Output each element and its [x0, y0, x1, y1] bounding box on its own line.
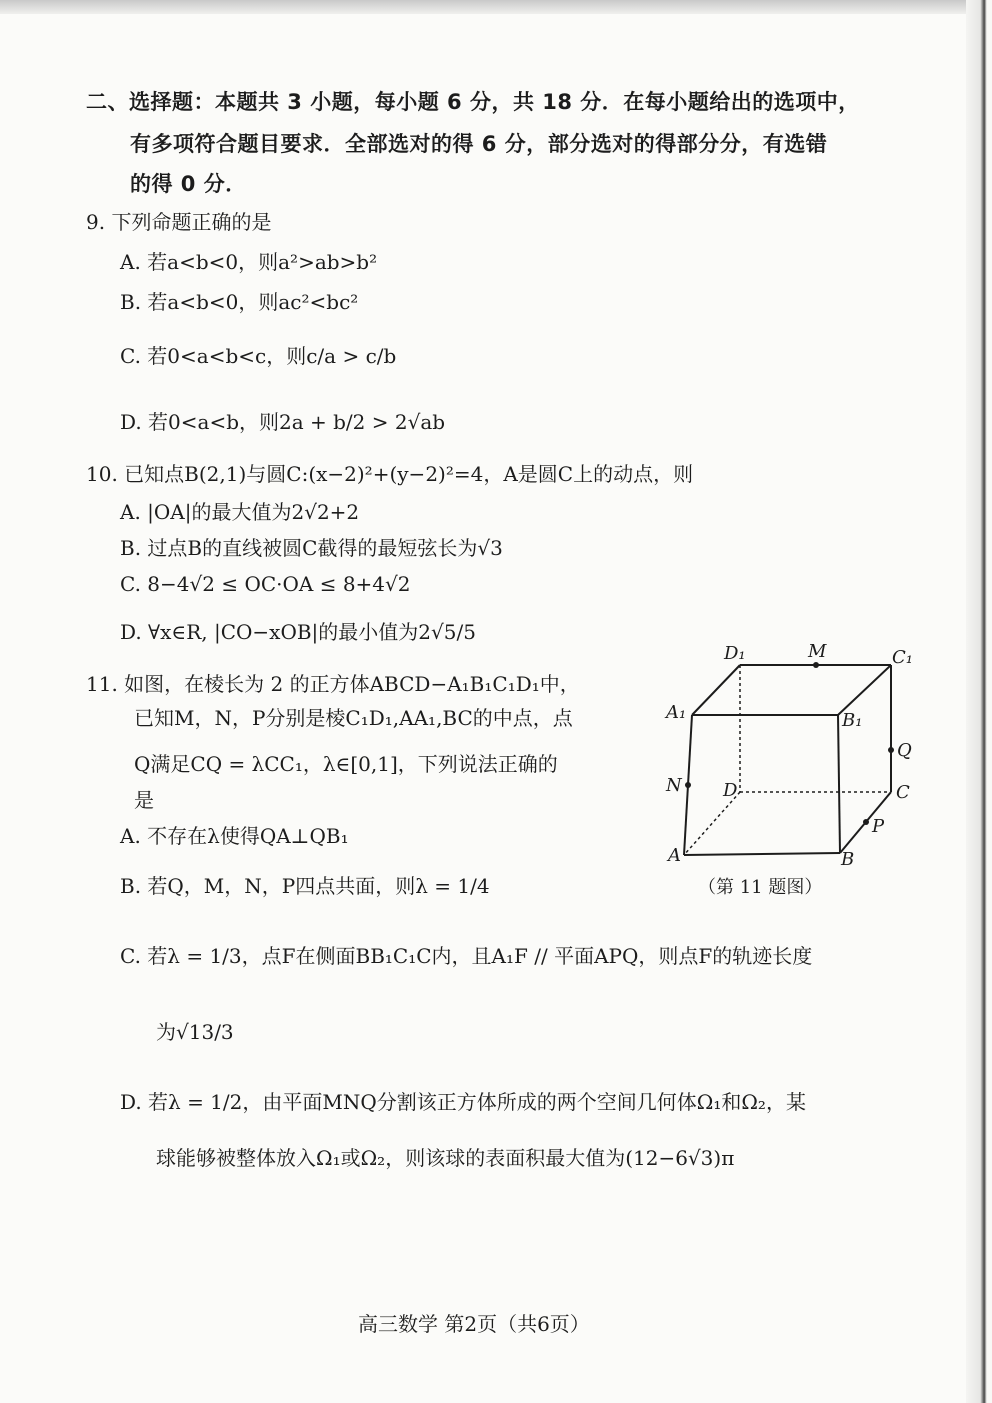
q10-stem: 10. 已知点B(2,1)与圆C:(x−2)²+(y−2)²=4，A是圆C上的动点，则 — [86, 462, 694, 486]
q11-option-a: A. 不存在λ使得QA⊥QB₁ — [120, 824, 349, 848]
label-m: M — [808, 641, 827, 662]
label-d1: D₁ — [724, 643, 746, 664]
q10-option-b: B. 过点B的直线被圆C截得的最短弦长为√3 — [120, 536, 503, 560]
label-c: C — [896, 782, 910, 803]
label-d: D — [723, 780, 738, 801]
edge-b1-b — [838, 715, 840, 853]
point-n — [685, 782, 691, 788]
point-q — [888, 747, 894, 753]
section-heading-line-2: 有多项符合题目要求．全部选对的得 6 分，部分选对的得部分分，有选错 — [130, 132, 828, 156]
q9-option-c: C. 若0<a<b<c，则c/a > c/b — [120, 344, 397, 368]
q9-option-d: D. 若0<a<b，则2a + b/2 > 2√ab — [120, 410, 446, 434]
q11-option-c-line-2: 为√13/3 — [156, 1020, 234, 1044]
label-n: N — [666, 775, 682, 796]
label-p: P — [872, 816, 885, 837]
q9-option-b: B. 若a<b<0，则ac²<bc² — [120, 290, 359, 314]
q9-option-a: A. 若a<b<0，则a²>ab>b² — [120, 250, 378, 274]
q10-option-a: A. |OA|的最大值为2√2+2 — [120, 500, 360, 524]
q9-stem: 9. 下列命题正确的是 — [86, 210, 272, 234]
label-b: B — [841, 849, 855, 870]
label-c1: C₁ — [892, 647, 913, 668]
page-footer: 高三数学 第2页（共6页） — [358, 1312, 590, 1336]
q11-stem-line-1: 11. 如图，在棱长为 2 的正方体ABCD−A₁B₁C₁D₁中， — [86, 672, 580, 696]
q10-option-c: C. 8−4√2 ≤ OC·OA ≤ 8+4√2 — [120, 572, 411, 596]
label-a1: A₁ — [666, 702, 687, 723]
edge-b1-c1 — [838, 665, 891, 715]
edge-d1-a1 — [692, 665, 740, 715]
q11-stem-line-3: Q满足CQ = λCC₁，λ∈[0,1]，下列说法正确的 — [134, 752, 558, 776]
scan-top-shadow — [0, 0, 992, 14]
q10-option-d: D. ∀x∈R, |CO−xOB|的最小值为2√5/5 — [120, 620, 476, 644]
label-b1: B₁ — [842, 710, 863, 731]
section-heading-line-1: 二、选择题：本题共 3 小题，每小题 6 分，共 18 分．在每小题给出的选项中， — [86, 90, 860, 114]
q11-option-b: B. 若Q，M，N，P四点共面，则λ = 1/4 — [120, 874, 490, 898]
point-m — [813, 662, 819, 668]
q11-option-c-line-1: C. 若λ = 1/3，点F在侧面BB₁C₁C内，且A₁F // 平面APQ，则点F的轨迹长度 — [120, 944, 813, 968]
q11-stem-line-4: 是 — [134, 788, 154, 812]
edge-a-b — [684, 853, 840, 855]
point-p — [863, 819, 869, 825]
q11-option-d-line-2: 球能够被整体放入Ω₁或Ω₂，则该球的表面积最大值为(12−6√3)π — [156, 1146, 735, 1170]
figure-caption: （第 11 题图） — [698, 877, 823, 898]
scan-right-edge — [966, 0, 992, 1403]
section-heading-line-3: 的得 0 分． — [130, 172, 247, 196]
q11-stem-line-2: 已知M，N，P分别是棱C₁D₁,AA₁,BC的中点，点 — [134, 706, 573, 730]
hidden-edge-d-a — [684, 792, 740, 855]
q11-option-d-line-1: D. 若λ = 1/2，由平面MNQ分割该正方体所成的两个空间几何体Ω₁和Ω₂，某 — [120, 1090, 806, 1114]
label-q: Q — [897, 740, 912, 761]
label-a: A — [668, 845, 681, 866]
cube-figure — [660, 640, 920, 890]
